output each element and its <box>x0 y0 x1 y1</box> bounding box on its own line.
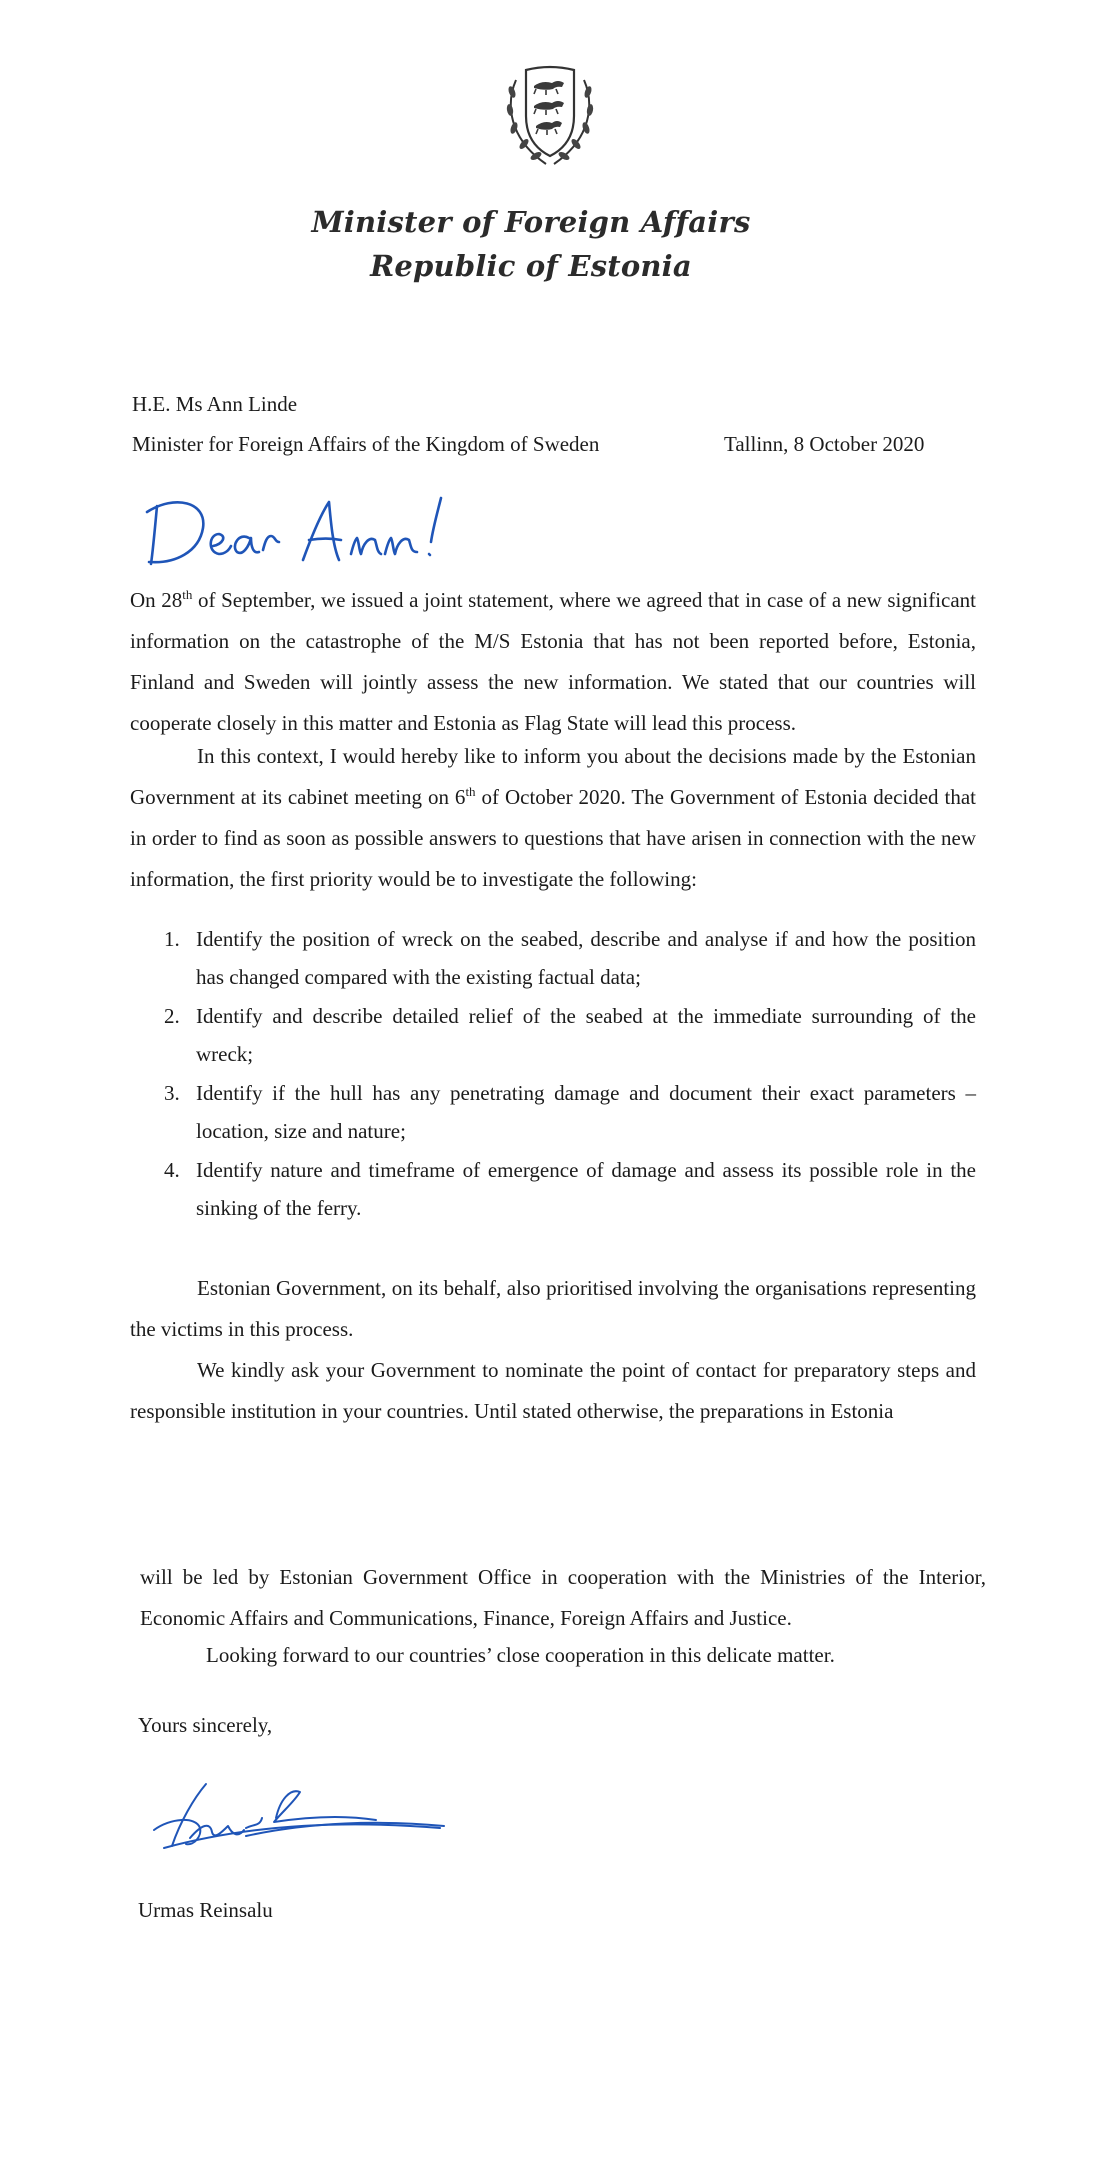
letterhead-subtitle: Republic of Estonia <box>370 249 692 283</box>
coat-of-arms-emblem <box>502 58 598 170</box>
paragraph-government-office: will be led by Estonian Government Office in cooperation with the Ministries of the Interior, Economic Affairs and Communications, Finance, Foreign Affairs and Justice. <box>140 1565 986 1630</box>
paragraph-government-decision: In this context, I would hereby like to inform you about the decisions made by the Estonian Government at its cabinet meeting on 6th of October 2020. The Government of Estonia decided that in order to find as soon as possible answers to questions that have arisen in connection with the new information, the first priority would be to investigate the following: <box>130 744 976 891</box>
paragraph-victim-organisations: Estonian Government, on its behalf, also prioritised involving the organisations representing the victims in this process. <box>130 1276 976 1341</box>
list-item: 1. Identify the position of wreck on the seabed, describe and analyse if and how the position has changed compared with the existing factual data; <box>164 927 976 989</box>
recipient-title: Minister for Foreign Affairs of the Kingdom of Sweden <box>132 432 600 456</box>
paragraph-point-of-contact: We kindly ask your Government to nominate the point of contact for preparatory steps and responsible institution in your countries. Until stated otherwise, the preparations in Estonia <box>130 1358 976 1423</box>
priority-list <box>164 920 976 1228</box>
list-item: 3. Identify if the hull has any penetrating damage and document their exact parameters – location, size and nature; <box>164 1081 976 1143</box>
paragraph-joint-statement: On 28th of September, we issued a joint statement, where we agreed that in case of a new significant information on the catastrophe of the M/S Estonia that has not been reported before, Estonia, Finland and Sweden will jointly assess the new information. We stated that our countries will cooperate closely in this matter and Estonia as Flag State will lead this process. <box>130 587 977 735</box>
list-item: 4. Identify nature and timeframe of emergence of damage and assess its possible role in the sinking of the ferry. <box>164 1158 976 1220</box>
recipient-name: H.E. Ms Ann Linde <box>132 392 298 416</box>
handwritten-salutation <box>145 488 455 578</box>
paragraph-looking-forward: Looking forward to our countries’ close cooperation in this delicate matter. <box>206 1643 835 1667</box>
letterhead-title: Minister of Foreign Affairs <box>311 205 751 239</box>
place-and-date: Tallinn, 8 October 2020 <box>724 432 925 456</box>
list-item: 2. Identify and describe detailed relief of the seabed at the immediate surrounding of the wreck; <box>164 1004 976 1066</box>
closing-phrase: Yours sincerely, <box>138 1713 273 1737</box>
signer-name: Urmas Reinsalu <box>138 1898 273 1922</box>
handwritten-signature <box>150 1778 450 1858</box>
